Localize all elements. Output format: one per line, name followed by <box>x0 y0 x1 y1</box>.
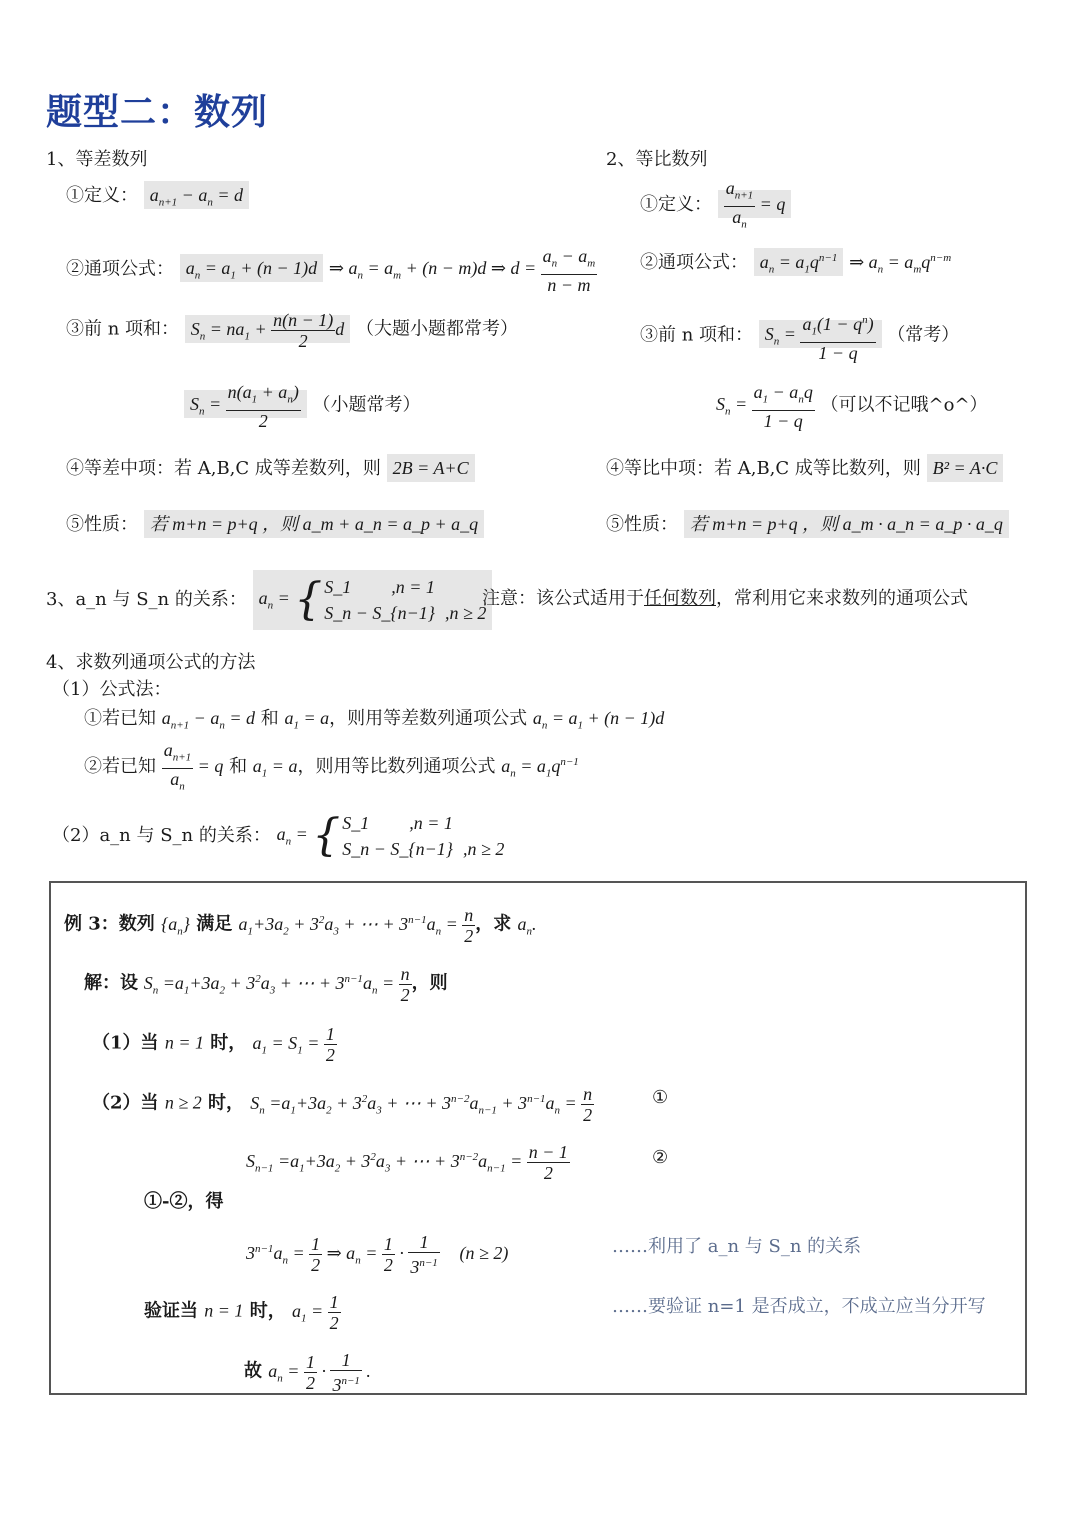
marker-2: ② <box>652 1147 669 1168</box>
item1-suffix: ，则用等差数列通项公式 <box>329 708 528 729</box>
arith-sum2 <box>184 382 421 431</box>
arith-mid-formula: 2B = A+C <box>387 454 475 482</box>
example-title-mid: 满足 <box>196 913 233 935</box>
derived-formula: $3^{n-1}a_n$ = $\frac{1}{2}$ ⇒ $a_n$ = $\frac{1}{2}$ · $\frac{1}{3^{n-1}}$ (n ≥ 2) <box>246 1232 509 1277</box>
geo-sum-note2: （可以不记哦^o^） <box>820 394 988 416</box>
case2-label: （2）当 <box>92 1092 159 1114</box>
arith-mid-text: ④等差中项：若 A,B,C 成等差数列，则 <box>66 458 381 479</box>
solution-case1: （1）当 n = 1 时， $a_1 = S_1$ = $\frac{1}{2}$ <box>92 1024 335 1065</box>
case2: S_n − S_{n−1} <box>342 839 453 859</box>
case1-cond: ,n = 1 <box>391 577 435 597</box>
arith-general-formula-rest: ⇒ $a_n = a_m + (n - m)d$ ⇒ d = $\frac{a_n - a_m}{n - m}$ <box>328 246 596 295</box>
arith-prop-label: ⑤性质： <box>66 514 138 535</box>
section3-heading: 3、a_n 与 S_n 的关系： <box>46 589 247 610</box>
arith-def-label: ①定义： <box>66 185 138 206</box>
item2-prefix: ②若已知 <box>84 756 156 778</box>
geo-general-label: ②通项公式： <box>640 252 748 273</box>
note-verify: ……要验证 n=1 是否成立，不成立应当分开写 <box>612 1296 986 1317</box>
arith-middle-term <box>66 456 475 481</box>
geo-sum2 <box>716 382 988 431</box>
section4-sub2: （2）a_n 与 S_n 的关系： <box>52 825 271 846</box>
arith-general-label: ②通项公式： <box>66 258 174 280</box>
arith-general-term <box>66 246 597 295</box>
arith-property <box>66 512 484 537</box>
solution-case2-shift: $S_{n-1} =a_1+3a_2 + 3^2a_3$ + ⋯ + $3^{n-2}a_{n-1}$ = $\frac{n - 1}{2}$ <box>246 1142 568 1183</box>
section3-relation <box>46 570 492 630</box>
section3-piecewise: $a_n$ = { S_1 ,n = 1 S_n − S_{n−1} ,n ≥ 2 <box>253 570 493 630</box>
item2-mid: 和 <box>229 756 248 778</box>
verify-mid: 时， <box>249 1300 286 1322</box>
note-relation: ……利用了 a_n 与 S_n 的关系 <box>612 1236 862 1257</box>
section4-sub1: （1）公式法： <box>52 679 172 700</box>
case1-label: （1）当 <box>92 1032 159 1054</box>
geo-sum-formula1: $S_n$ = $\frac{a_1(1 - q^n)}{1 - q}$ <box>759 320 882 348</box>
arith-def-formula: $a_{n+1} - a_n = d$ <box>144 181 249 209</box>
geo-prop-label: ⑤性质： <box>606 514 678 535</box>
arith-sum-note1: （大题小题都常考） <box>355 318 518 340</box>
solution-case2: （2）当 n ≥ 2 时， $S_n =a_1+3a_2 + 3^2a_3$ + ⋯ + $3^{n-2}a_{n-1} + 3^{n-1}a_n$ = $\frac{n}{2}$ <box>92 1084 593 1125</box>
section3-note <box>482 587 968 611</box>
arith-prop-formula: 若 m+n = p+q ，则 a_m + a_n = a_p + a_q <box>144 510 484 538</box>
arith-sum-label: ③前 n 项和： <box>66 318 180 340</box>
geo-property <box>606 512 1009 537</box>
method-relation: （2）a_n 与 S_n 的关系： $a_n$ = { S_1 ,n = 1 S_n − S_{n−1} ,n ≥ 2 <box>52 810 505 861</box>
item1-mid: 和 <box>260 708 279 729</box>
page-title: 题型二：数列 <box>46 92 269 133</box>
geo-sum-label: ③前 n 项和： <box>640 324 754 346</box>
arith-definition <box>66 183 249 215</box>
note-underline: 任何数列 <box>644 588 716 609</box>
method-item2: ②若已知 $\frac{a_{n+1}}{a_n}$ = q 和 $a_1 = a$，则用等比数列通项公式 $a_n = a_1q^{n-1}$ <box>84 740 579 793</box>
conclusion-label: 故 <box>244 1360 262 1382</box>
case2-cond: ,n ≥ 2 <box>444 603 487 623</box>
sol-prefix: 解：设 <box>84 972 138 994</box>
example-title: 例 3：数列 $\{a_n\}$ 满足 $a_1+3a_2 + 3^2a_3$ + ⋯ + $3^{n-1}a_n$ = $\frac{n}{2}$ ，求 $a_n$. <box>64 905 537 946</box>
example-title-suffix: ，求 <box>475 913 512 935</box>
cond-n2: (n ≥ 2) <box>459 1242 509 1263</box>
conclusion: 故 $a_n$ = $\frac{1}{2}$ · $\frac{1}{3^{n-1}}$ . <box>244 1350 371 1395</box>
geo-sum-note1: （常考） <box>887 324 960 346</box>
geo-sum <box>640 310 959 363</box>
geo-middle-term <box>606 456 1003 481</box>
subtract-step: ①-②，得 <box>144 1191 224 1212</box>
brace-icon: { <box>312 810 341 861</box>
case1-mid: 时， <box>210 1032 247 1054</box>
item2-suffix: ，则用等比数列通项公式 <box>297 756 496 778</box>
marker-1: ① <box>652 1087 669 1108</box>
case2-cond: ,n ≥ 2 <box>462 839 505 859</box>
section4-heading: 4、求数列通项公式的方法 <box>46 652 256 673</box>
arith-sum-note2: （小题常考） <box>312 394 421 416</box>
solution-setup: 解：设 $S_n =a_1+3a_2 + 3^2a_3$ + ⋯ + $3^{n-1}a_n$ = $\frac{n}{2}$ ，则 <box>84 964 448 1005</box>
method-item1: ①若已知 $a_{n+1} - a_n = d$ 和 $a_1 = a$，则用等差数列通项公式 $a_n = a_1 + (n - 1)d$ <box>84 708 665 732</box>
item1-prefix: ①若已知 <box>84 708 156 729</box>
section2-heading: 2、等比数列 <box>606 149 708 170</box>
brace-icon: { <box>294 574 323 625</box>
arith-sum-formula2: $S_n$ = $\frac{n(a_1 + a_n)}{2}$ <box>184 390 307 418</box>
geo-general-term <box>640 246 951 282</box>
geo-sum-formula2: $S_n$ = $\frac{a_1 - a_nq}{1 - q}$ <box>716 382 813 431</box>
geo-def-label: ①定义： <box>640 194 712 216</box>
note-prefix: 注意：该公式适用于 <box>482 588 644 609</box>
case2-mid: 时， <box>207 1092 244 1114</box>
sol-suffix: ，则 <box>411 972 448 994</box>
geo-mid-text: ④等比中项：若 A,B,C 成等比数列，则 <box>606 458 921 479</box>
verify-step: 验证当 n = 1 时， $a_1$ = $\frac{1}{2}$ <box>144 1292 339 1333</box>
case1: S_1 <box>342 813 370 833</box>
arith-sum-formula1: $S_n = na_1$ + $\frac{n(n - 1)}{2}$ d <box>185 315 350 343</box>
case1-cond: ,n = 1 <box>409 813 453 833</box>
verify-label: 验证当 <box>144 1300 198 1322</box>
geo-definition <box>640 178 791 234</box>
arith-sum <box>66 310 518 351</box>
geo-def-formula: $\frac{a_{n+1}}{a_n}$ = q <box>718 190 792 218</box>
note-suffix: ，常利用它来求数列的通项公式 <box>716 588 968 609</box>
geo-mid-formula: B² = A·C <box>927 454 1004 482</box>
section1-heading: 1、等差数列 <box>46 149 148 170</box>
case2: S_n − S_{n−1} <box>324 603 435 623</box>
case1: S_1 <box>324 577 352 597</box>
example-title-prefix: 例 3：数列 <box>64 913 155 935</box>
geo-general-formula: $a_n = a_1q^{n-1}$ <box>754 248 844 276</box>
arith-general-formula: $a_n = a_1 + (n - 1)d$ <box>180 254 323 282</box>
geo-general-formula-rest: ⇒ $a_n = a_mq^{n-m}$ <box>849 252 952 276</box>
geo-prop-formula: 若 m+n = p+q ，则 a_m · a_n = a_p · a_q <box>684 510 1009 538</box>
